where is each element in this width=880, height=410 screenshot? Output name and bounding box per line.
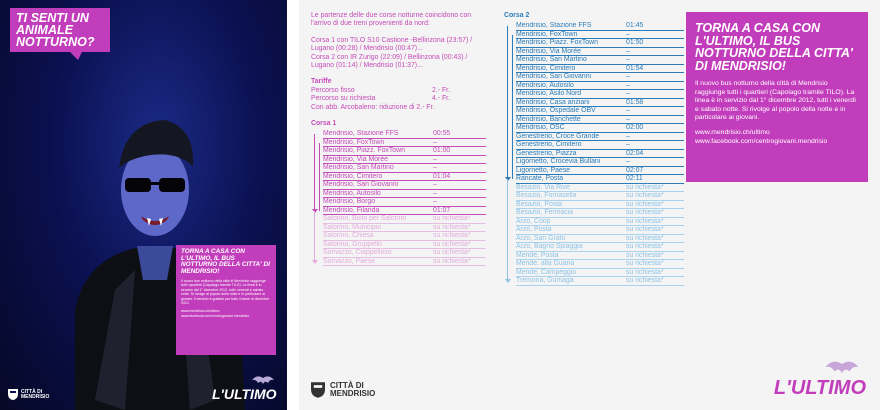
stop-name: Mendrisio, Banchette bbox=[516, 115, 581, 123]
stop-name: Mendrisio, Filanda bbox=[323, 206, 380, 214]
timetable-row bbox=[504, 235, 684, 244]
timetable-row bbox=[311, 207, 486, 216]
brand-logo: L'ULTIMO bbox=[212, 386, 277, 402]
tariffe-label: Percorso su richiesta bbox=[311, 95, 376, 103]
stop-name: Salorino, Gruppello bbox=[323, 240, 382, 248]
timetable-row bbox=[311, 130, 486, 139]
departure-time: su richiesta* bbox=[626, 209, 664, 216]
timetable-row bbox=[311, 147, 486, 156]
departure-time: su richiesta* bbox=[626, 260, 664, 267]
bat-icon bbox=[252, 374, 274, 386]
stop-name: Somazzo, Paese bbox=[323, 257, 376, 265]
departure-time: – bbox=[626, 107, 630, 114]
timetable-row bbox=[504, 269, 684, 278]
stop-name: Somazzo, Ciappelloso bbox=[323, 249, 392, 257]
timetable-row bbox=[311, 198, 486, 207]
departure-time: 01:54 bbox=[626, 64, 644, 72]
shield-icon bbox=[8, 389, 18, 400]
stop-name: Mendrisio, Cimitero bbox=[323, 172, 383, 180]
info-card-title: TORNA A CASA CON L'ULTIMO, IL BUS NOTTURNO DELLA CITTA' DI MENDRISIO! bbox=[695, 21, 853, 73]
stop-name: Besazio, Fermacia bbox=[516, 209, 574, 216]
departure-time: su richiesta* bbox=[626, 192, 664, 199]
departure-time: su richiesta* bbox=[626, 200, 664, 208]
departure-time: – bbox=[433, 155, 437, 163]
stop-name: Besazio, Via Rive bbox=[516, 183, 570, 191]
tariffe-section bbox=[311, 78, 486, 112]
departure-time: 02:11 bbox=[626, 175, 643, 182]
timetable-row bbox=[504, 73, 684, 82]
tariffe-price: 2.- Fr. bbox=[432, 86, 450, 94]
stop-name: Mendrisio, Via Morée bbox=[516, 47, 581, 55]
route-branch-line bbox=[319, 143, 320, 211]
timetable-row bbox=[504, 116, 684, 125]
timetable-row bbox=[311, 173, 486, 182]
route-arrow-icon bbox=[505, 279, 511, 283]
poster-card-title: TORNA A CASA CON L'ULTIMO, IL BUS NOTTURNO DELLA CITTA' DI MENDRISIO! bbox=[181, 248, 270, 275]
corsa2-intro: Corsa 2 con IR Zurigo (22:09) / Bellinzona (00:43) / Lugano (01:14) / Mendrisio (01:37)... bbox=[311, 53, 468, 70]
corse-intro bbox=[311, 37, 486, 71]
stop-name: Arzo, San Grato bbox=[516, 234, 566, 242]
timetable-row bbox=[311, 241, 486, 250]
departure-time: – bbox=[626, 47, 630, 55]
departure-time: 01:58 bbox=[626, 98, 644, 106]
tariffe-label: Percorso fisso bbox=[311, 86, 355, 94]
route-line-request bbox=[507, 179, 508, 281]
departure-time: – bbox=[433, 181, 437, 189]
stop-name: Salorino, Municipio bbox=[323, 223, 382, 231]
stop-name: Tremona, Gumaga bbox=[516, 277, 574, 284]
timetable-row bbox=[504, 150, 684, 159]
timetable-row bbox=[504, 56, 684, 65]
stop-name: Arzo, Coop bbox=[516, 217, 551, 225]
timetable-row bbox=[504, 218, 684, 227]
timetable-row bbox=[504, 82, 684, 91]
stop-name: Besazio, Fornasella bbox=[516, 192, 577, 199]
city-logo-line2: MENDRISIO bbox=[21, 393, 50, 400]
timetable-row bbox=[311, 249, 486, 258]
timetable-row bbox=[504, 243, 684, 252]
stop-name: Genestrerio, Croce Grande bbox=[516, 132, 600, 140]
departure-time: su richiesta* bbox=[626, 277, 664, 284]
stop-name: Mendrisio, Stazione FFS bbox=[323, 130, 399, 138]
tariffe-label: Con abb. Arcobaleno: riduzione di 2.- Fr. bbox=[311, 103, 435, 111]
corsa1-timetable bbox=[311, 130, 486, 266]
departure-time: 02:04 bbox=[626, 149, 644, 157]
timetable-row bbox=[504, 48, 684, 57]
stop-name: Genestrerio, Cimitero bbox=[516, 141, 582, 148]
stop-name: Meride, Campeggio bbox=[516, 268, 577, 276]
departure-time: – bbox=[626, 81, 630, 89]
departure-time: – bbox=[626, 30, 630, 38]
timetable-row bbox=[504, 260, 684, 269]
departure-time: – bbox=[433, 138, 437, 146]
timetable-row bbox=[504, 277, 684, 286]
poster-card-body: Il nuovo bus notturno della città di Mendrisio raggiunge tutti i quartieri (Capolago tramite TILO). La linea è in servizio dal 1° dicembre 2012, tutti i venerdì e sabato notte. Si rivolge al popolo della notte e in particolare ai giovani. Il servizio è gratuito per tutto il mese di dicembre 2012. bbox=[181, 279, 270, 306]
departure-time: su richiesta* bbox=[626, 217, 664, 225]
column-corsa2 bbox=[504, 12, 684, 286]
stop-name: Mendrisio, Piazz. FoxTown bbox=[323, 147, 405, 155]
info-card-body: Il nuovo bus notturno della città di Mendrisio raggiunge tutti i quartieri (Capolago tramite TILO). La linea è in servizio dal 1° dicembre 2012, tutti i venerdì e sabato notte. Si rivolge al popolo della notte e in particolare ai giovani. bbox=[695, 80, 857, 122]
city-logo-panel bbox=[311, 382, 375, 398]
departure-time: – bbox=[626, 73, 630, 80]
departure-time: su richiesta* bbox=[626, 268, 664, 276]
timetable-row bbox=[504, 209, 684, 218]
departure-time: 02:00 bbox=[626, 124, 644, 131]
facebook-link[interactable]: www.facebook.com/centrogiovani.mendrisio bbox=[695, 137, 828, 145]
timetable-row bbox=[504, 107, 684, 116]
timetable-row bbox=[311, 258, 486, 267]
corsa1-intro: Corsa 1 con TILO S10 Castione -Bellinzona (23:57) / Lugano (00:28) / Mendrisio (00:47)... bbox=[311, 36, 473, 53]
route-arrow-icon bbox=[312, 260, 318, 264]
timetable-row bbox=[504, 65, 684, 74]
stop-name: Mendrisio, San Martino bbox=[516, 56, 587, 63]
timetable-row bbox=[504, 252, 684, 261]
stop-name: Salorino, Chiesa bbox=[323, 232, 374, 240]
timetable-panel bbox=[299, 0, 880, 410]
brand-logo: L'ULTIMO bbox=[773, 377, 866, 399]
departure-time: – bbox=[626, 56, 630, 63]
timetable-row bbox=[311, 164, 486, 173]
corsa2-heading: Corsa 2 bbox=[504, 12, 530, 19]
timetable-row bbox=[504, 226, 684, 235]
stop-name: Ligornetto, Paese bbox=[516, 166, 571, 174]
departure-time: – bbox=[626, 141, 630, 148]
city-logo-line2: MENDRISIO bbox=[330, 389, 376, 398]
departure-time: su richiesta* bbox=[433, 215, 471, 223]
stop-name: Mendrisio, Autosilo bbox=[516, 81, 574, 89]
tariffe-row bbox=[311, 104, 486, 112]
stop-name: Rancate, Posta bbox=[516, 175, 564, 182]
timetable-row bbox=[504, 39, 684, 48]
departure-time: – bbox=[626, 90, 630, 97]
tariffe-row bbox=[311, 87, 486, 95]
departure-time: – bbox=[433, 189, 437, 197]
tariffe-row bbox=[311, 95, 486, 103]
departure-time: su richiesta* bbox=[626, 226, 664, 233]
departure-time: – bbox=[626, 115, 630, 123]
route-line bbox=[507, 26, 508, 179]
stop-name: Meride, alla Guana bbox=[516, 260, 575, 267]
timetable-row bbox=[504, 192, 684, 201]
departure-time: 00:55 bbox=[433, 130, 451, 138]
stop-name: Ligornetto, Crocevia Bullani bbox=[516, 158, 601, 165]
stop-name: Mendrisio, Asilo Nord bbox=[516, 90, 582, 97]
stop-name: Mendrisio, FoxTown bbox=[516, 30, 578, 38]
corsa1-heading: Corsa 1 bbox=[311, 120, 337, 128]
departure-time: 01:50 bbox=[626, 39, 644, 46]
departure-time: – bbox=[626, 132, 630, 140]
stop-name: Mendrisio, Autosilo bbox=[323, 189, 381, 197]
tariffe-price: 4.- Fr. bbox=[432, 95, 450, 103]
timetable-row bbox=[311, 224, 486, 233]
corsa2-timetable bbox=[504, 22, 684, 286]
route-line bbox=[314, 134, 315, 211]
departure-time: 01:07 bbox=[433, 206, 451, 214]
stop-name: Mendrisio, San Giovanni bbox=[323, 181, 399, 189]
stop-name: Mendrisio, Via Morée bbox=[323, 155, 388, 163]
stop-name: Arzo, Posta bbox=[516, 226, 552, 233]
departure-time: 02:07 bbox=[626, 166, 644, 174]
departure-time: su richiesta* bbox=[626, 183, 664, 191]
timetable-row bbox=[311, 156, 486, 165]
poster-info-card bbox=[176, 245, 276, 355]
timetable-row bbox=[311, 215, 486, 224]
timetable-row bbox=[504, 22, 684, 31]
stop-name: Mendrisio, OSC bbox=[516, 124, 565, 131]
stop-name: Mendrisio, Piazz. FoxTown bbox=[516, 39, 598, 46]
stop-name: Mendrisio, FoxTown bbox=[323, 138, 385, 146]
tariffe-heading: Tariffe bbox=[311, 78, 332, 86]
timetable-row bbox=[504, 175, 684, 184]
stop-name: Mendrisio, San Martino bbox=[323, 164, 394, 172]
timetable-row bbox=[504, 31, 684, 40]
route-branch-line bbox=[512, 35, 513, 180]
column-corsa1 bbox=[311, 12, 486, 266]
city-logo-line1: CITTÀ DI bbox=[330, 381, 364, 390]
stop-name: Mendrisio, San Giovanni bbox=[516, 73, 592, 80]
timetable-row bbox=[311, 190, 486, 199]
departure-time: su richiesta* bbox=[626, 234, 664, 242]
stop-name: Genestrerio, Piazza bbox=[516, 149, 577, 157]
departure-time: 01:00 bbox=[433, 147, 451, 155]
intro-text: Le partenze delle due corse notturne coincidono con l'arrivo di due treni provenienti da nord: bbox=[311, 12, 472, 28]
timetable-row bbox=[504, 158, 684, 167]
timetable-row bbox=[504, 167, 684, 176]
stop-name: Mendrisio, Ospedale OBV bbox=[516, 107, 596, 114]
website-link[interactable]: www.mendrisio.ch/ultimo bbox=[695, 128, 770, 136]
departure-time: su richiesta* bbox=[626, 243, 664, 250]
departure-time: su richiesta* bbox=[626, 251, 664, 259]
poster-headline: TI SENTI UN ANIMALE NOTTURNO? bbox=[10, 8, 110, 52]
timetable-row bbox=[504, 99, 684, 108]
stop-name: Salorino, Bivio per Salorino bbox=[323, 215, 407, 223]
stop-name: Mendrisio, Cimitero bbox=[516, 64, 576, 72]
timetable-row bbox=[504, 184, 684, 193]
city-logo-line1: CITTÀ DI bbox=[21, 388, 43, 395]
bat-icon bbox=[824, 358, 860, 376]
departure-time: su richiesta* bbox=[433, 249, 471, 257]
timetable-row bbox=[504, 133, 684, 142]
departure-time: – bbox=[433, 164, 437, 172]
city-logo bbox=[8, 389, 49, 400]
departure-time: 01:45 bbox=[626, 22, 644, 29]
info-card-links bbox=[695, 129, 859, 146]
departure-time: su richiesta* bbox=[433, 257, 471, 265]
departure-time: – bbox=[626, 158, 630, 165]
timetable-row bbox=[311, 181, 486, 190]
departure-time: su richiesta* bbox=[433, 223, 471, 231]
shield-icon bbox=[311, 382, 325, 398]
poster-card-links: www.mendrisio.ch/ultimo www.facebook.com/centrogiovani.mendrisio bbox=[181, 309, 250, 318]
route-line-request bbox=[314, 211, 315, 262]
route-arrow-icon bbox=[312, 209, 318, 213]
vampire-figure-image bbox=[55, 70, 255, 410]
stop-name: Meride, Posta bbox=[516, 251, 559, 259]
timetable-row bbox=[311, 139, 486, 148]
departure-time: – bbox=[433, 198, 437, 206]
departure-time: su richiesta* bbox=[433, 232, 471, 240]
route-arrow-icon bbox=[505, 177, 511, 181]
info-card bbox=[686, 12, 868, 182]
departure-time: 01:04 bbox=[433, 172, 451, 180]
timetable-row bbox=[504, 141, 684, 150]
stop-name: Arzo, Bagno Spiaggia bbox=[516, 243, 583, 250]
timetable-row bbox=[504, 201, 684, 210]
timetable-row bbox=[311, 232, 486, 241]
departure-time: su richiesta* bbox=[433, 240, 471, 248]
timetable-row bbox=[504, 90, 684, 99]
timetable-row bbox=[504, 124, 684, 133]
stop-name: Mendrisio, Borgo bbox=[323, 198, 376, 206]
poster bbox=[0, 0, 287, 410]
stop-name: Mendrisio, Stazione FFS bbox=[516, 22, 592, 29]
stop-name: Mendrisio, Casa anziani bbox=[516, 98, 590, 106]
stop-name: Besazio, Posta bbox=[516, 200, 562, 208]
